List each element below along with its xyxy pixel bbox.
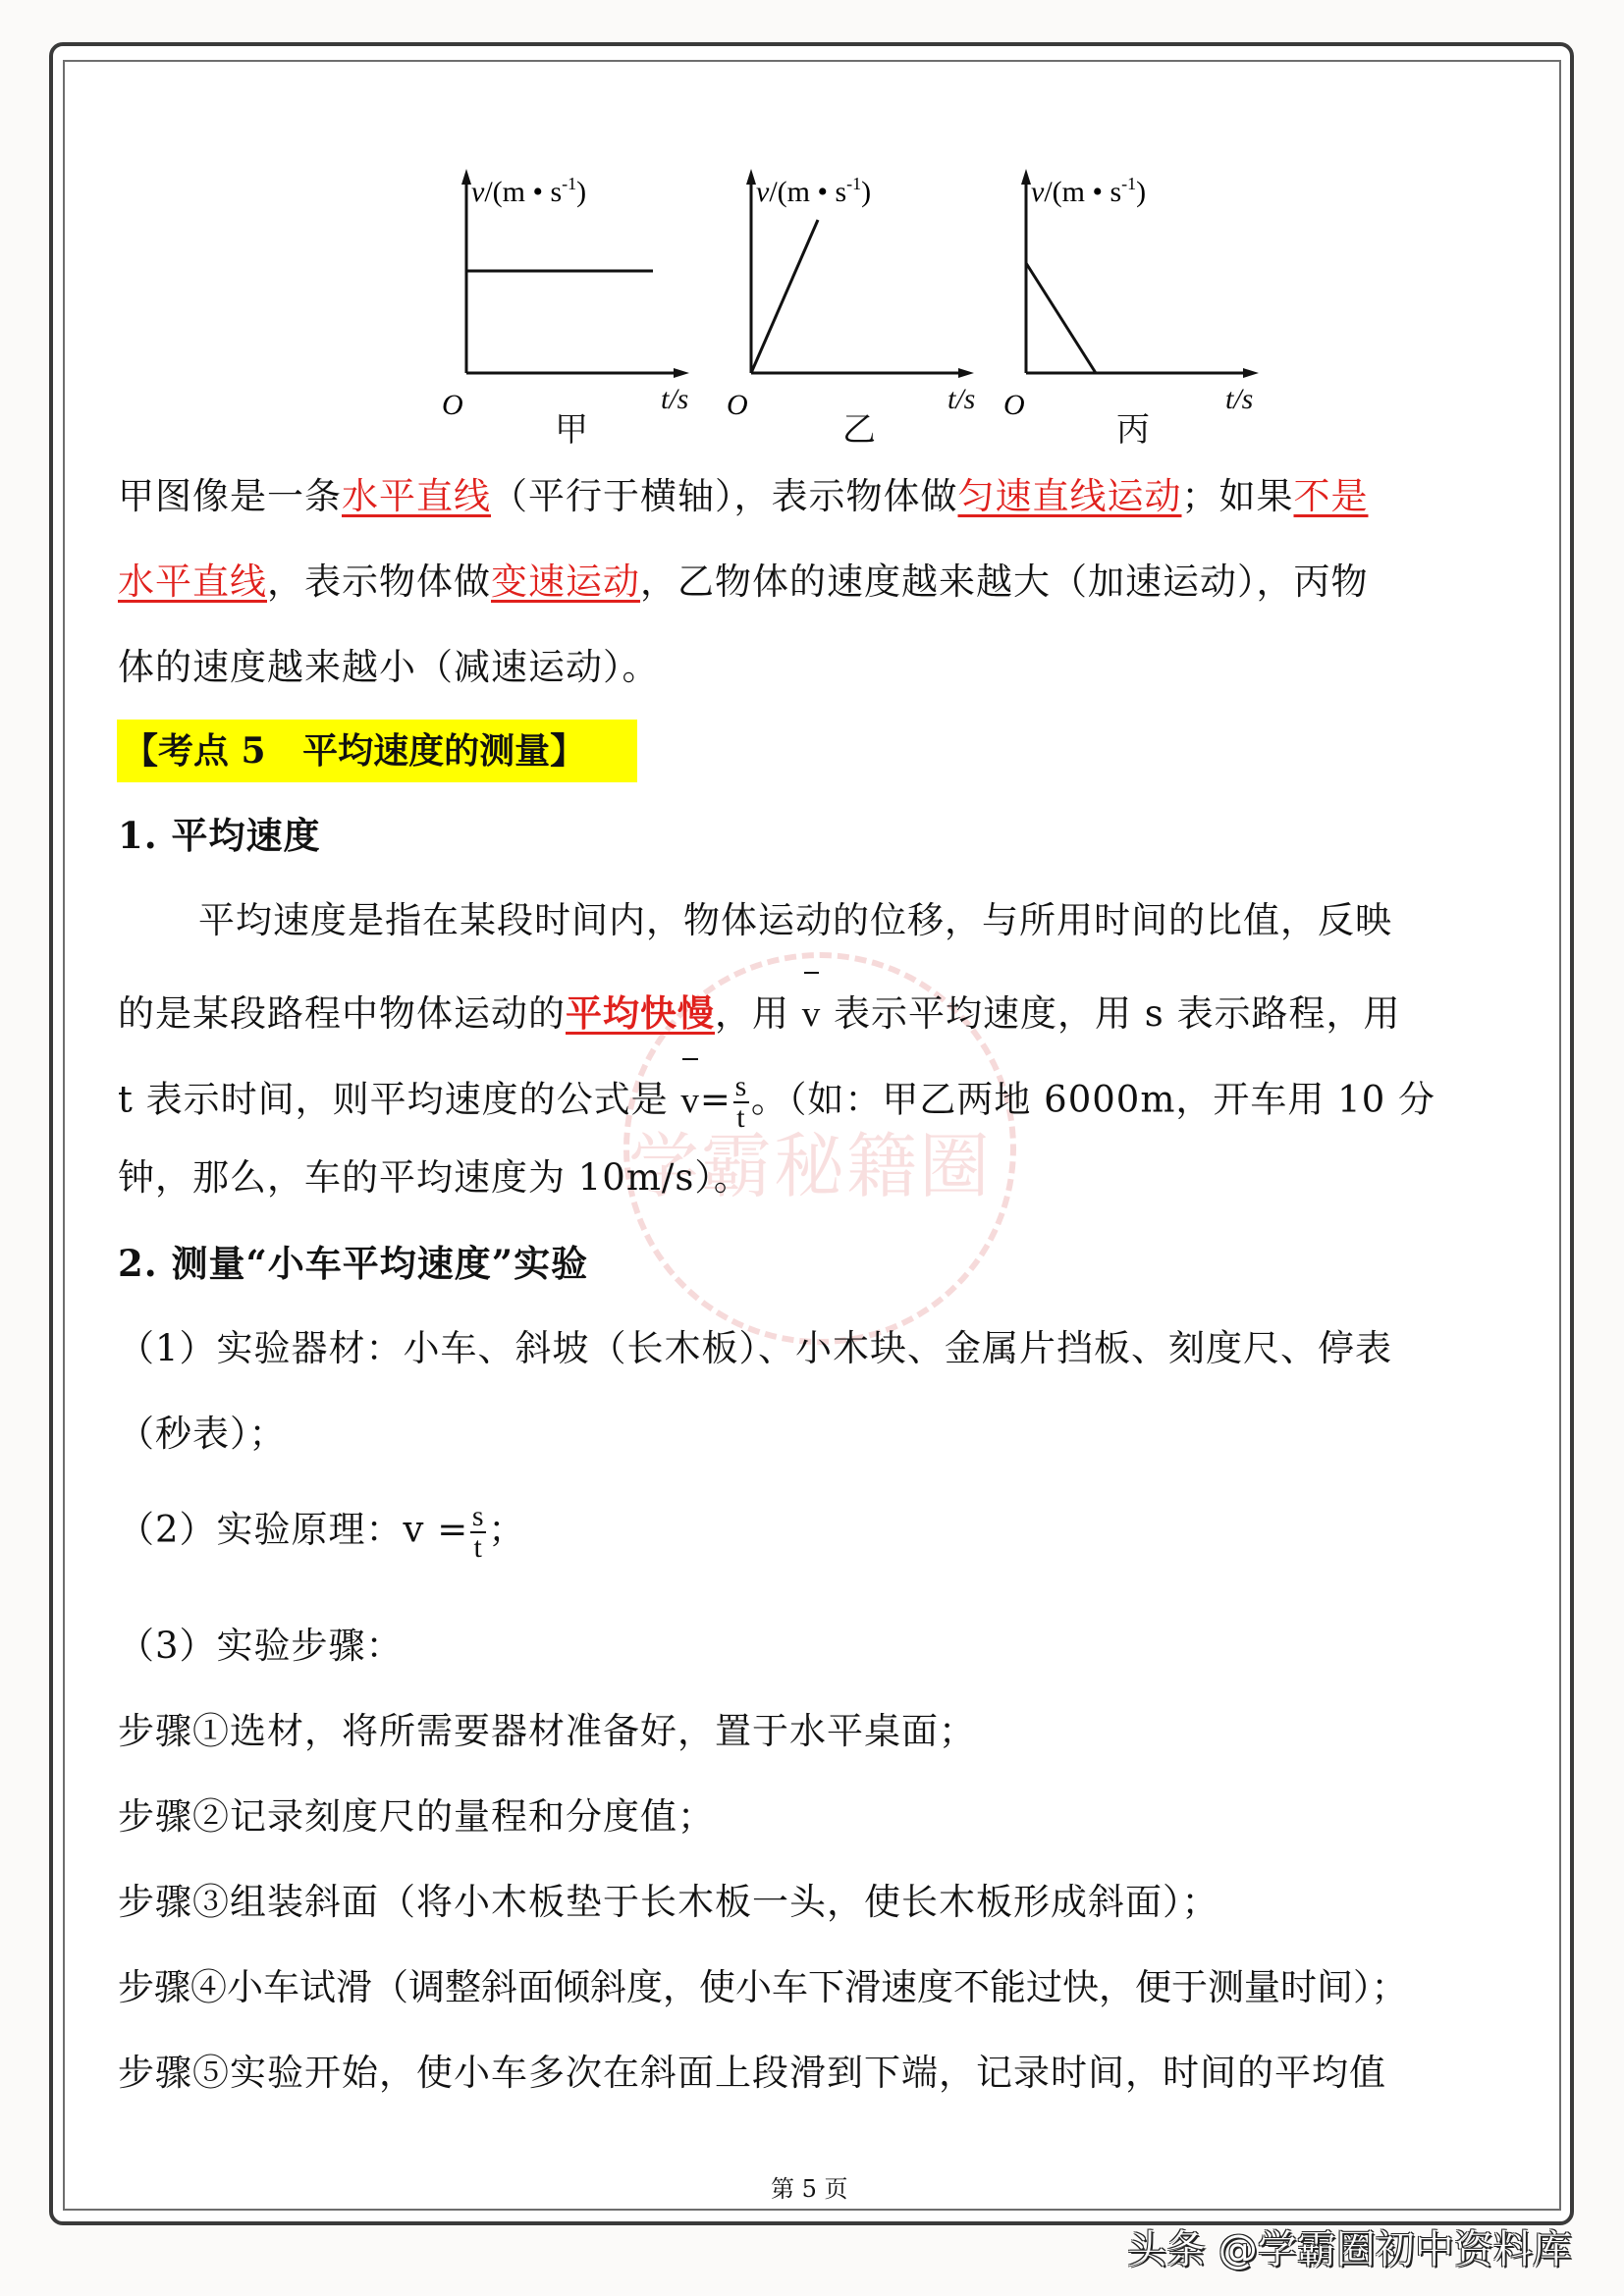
item-1-line-1: （1）实验器材：小车、斜坡（长木板）、小木块、金属片挡板、刻度尺、停表 xyxy=(118,1327,1393,1369)
page-number: 第 5 页 xyxy=(771,2175,848,2203)
text: （2）实验原理：v = xyxy=(118,1508,469,1551)
highlight-term: 匀速直线运动 xyxy=(957,475,1182,517)
subheading-average-speed: 1. 平均速度 xyxy=(118,814,321,857)
explanation-line-3: 体的速度越来越小（减速运动）。 xyxy=(118,646,660,688)
step-1: 步骤①选材，将所需要器材准备好，置于水平桌面； xyxy=(118,1710,976,1752)
item-2 xyxy=(118,1502,525,1563)
v-bar-symbol: v xyxy=(680,1080,700,1121)
text: t 表示时间，则平均速度的公式是 xyxy=(118,1078,681,1121)
step-4: 步骤④小车试滑（调整斜面倾斜度，使小车下滑速度不能过快，便于测量时间）； xyxy=(118,1966,1408,2008)
numerator: s xyxy=(734,1070,748,1102)
denominator: t xyxy=(473,1531,483,1564)
step-5: 步骤⑤实验开始，使小车多次在斜面上段滑到下端，记录时间，时间的平均值 xyxy=(118,2052,1386,2094)
svg-text:v/(m • s-1): v/(m • $s^{-1}$) xyxy=(756,174,872,208)
graph-bing-xlabel: t/s xyxy=(1225,383,1254,415)
step-3: 步骤③组装斜面（将小木板垫于长木板一头，使长木板形成斜面）； xyxy=(118,1881,1219,1923)
paragraph-line-3 xyxy=(118,1072,1435,1133)
v-bar-symbol: v xyxy=(801,994,822,1035)
watermark-text: 学霸秘籍圈 xyxy=(628,1125,993,1207)
text: ，表示物体做 xyxy=(267,561,491,603)
text: ； xyxy=(488,1508,526,1551)
svg-text:v/(m • s-1): v/(m • $s^{-1}$) xyxy=(1031,174,1147,208)
text: （平行于横轴），表示物体做 xyxy=(491,475,958,517)
svg-text:O: O xyxy=(727,389,748,421)
paragraph-line-4: 钟，那么，车的平均速度为 10m/s）。 xyxy=(118,1156,751,1199)
numerator: s xyxy=(471,1500,485,1532)
item-3: （3）实验步骤： xyxy=(118,1625,404,1667)
graph-bing-label: 丙 xyxy=(1116,410,1150,450)
explanation-line-1 xyxy=(118,475,1369,518)
explanation-line-2 xyxy=(118,561,1369,604)
graph-yi-xlabel: t/s xyxy=(947,383,976,415)
source-watermark: 头条 @学霸圈初中资料库 xyxy=(1127,2227,1572,2272)
svg-text:O: O xyxy=(1003,389,1025,421)
formula-fraction xyxy=(470,1502,486,1563)
text: ，用 xyxy=(715,992,802,1035)
highlight-term: 水平直线 xyxy=(342,475,491,517)
graph-yi-label: 乙 xyxy=(842,410,876,450)
text: ；如果 xyxy=(1181,475,1294,517)
graph-jia-xlabel: t/s xyxy=(661,383,689,415)
item-1-line-2: （秒表）； xyxy=(118,1413,287,1455)
text: ，乙物体的速度越来越大（加速运动），丙物 xyxy=(640,561,1369,603)
highlight-term: 平均快慢 xyxy=(566,991,715,1035)
vt-graphs xyxy=(432,157,1276,452)
graph-jia-label: 甲 xyxy=(555,410,588,450)
text: 表示平均速度，用 s 表示路程，用 xyxy=(821,992,1401,1035)
text: 。（如：甲乙两地 6000m，开车用 10 分 xyxy=(750,1078,1436,1121)
graph-jia xyxy=(432,157,707,421)
text: 甲图像是一条 xyxy=(118,475,342,517)
svg-text:O: O xyxy=(442,389,463,421)
denominator: t xyxy=(736,1101,746,1134)
equals-sign: = xyxy=(699,1078,731,1121)
step-2: 步骤②记录刻度尺的量程和分度值； xyxy=(118,1795,715,1838)
formula-fraction xyxy=(733,1072,749,1133)
paragraph-line-1: 平均速度是指在某段时间内，物体运动的位移，与所用时间的比值，反映 xyxy=(198,899,1392,941)
graph-bing xyxy=(992,157,1276,421)
section-heading: 【考点 5 平均速度的测量】 xyxy=(117,720,637,782)
subheading-experiment: 2. 测量“小车平均速度”实验 xyxy=(118,1242,589,1285)
highlight-term: 不是 xyxy=(1293,475,1369,517)
svg-text:v/(m • s-1): v/(m • $s^{-1}$) xyxy=(471,174,587,208)
highlight-term: 变速运动 xyxy=(491,561,640,603)
graph-yi xyxy=(717,157,992,421)
paragraph-line-2 xyxy=(118,991,1401,1037)
highlight-term: 水平直线 xyxy=(118,561,267,603)
text: 的是某段路程中物体运动的 xyxy=(118,992,566,1035)
